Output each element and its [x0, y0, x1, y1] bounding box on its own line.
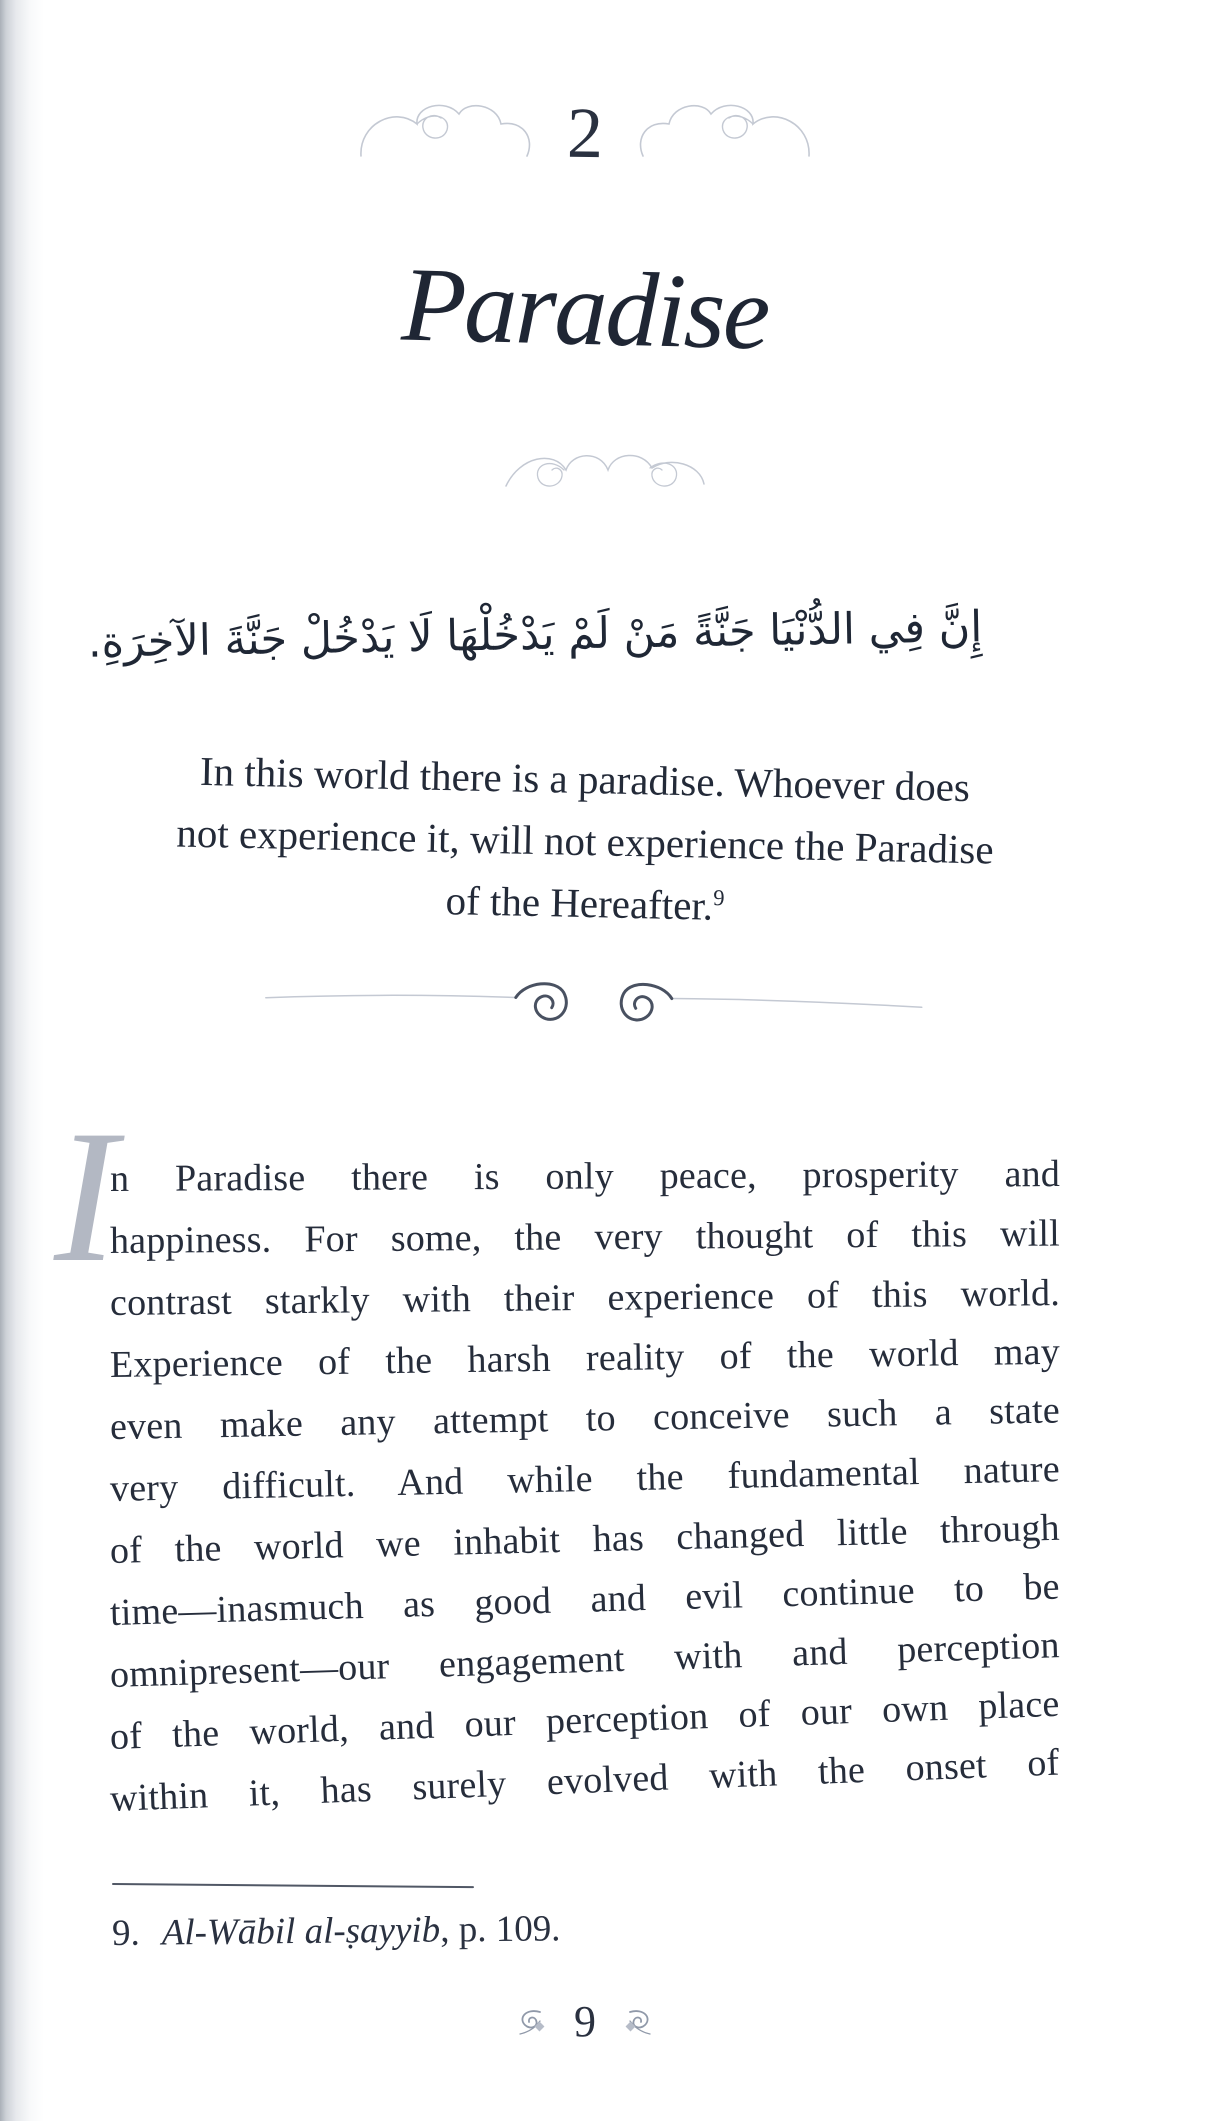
folio-ornament-left-icon: [516, 2006, 546, 2038]
chapter-ornament-left-icon: [351, 94, 541, 172]
drop-cap: I: [54, 1092, 118, 1302]
body-text: [54, 1092, 1061, 1830]
page-number: 9: [574, 1997, 596, 2046]
body-line: happiness. For some, the very thought of this will: [109, 1212, 1061, 1262]
footnote-source-title: Al-Wābil al-ṣayyib: [161, 1909, 441, 1954]
body-line: contrast starkly with their experience of this world.: [109, 1272, 1061, 1324]
body-line: of the world we inhabit has changed little through: [109, 1506, 1061, 1572]
chapter-title: Paradise: [400, 245, 770, 372]
page-footer: [110, 1997, 1060, 2046]
footnote: [112, 1898, 913, 1962]
body-line: Experience of the harsh reality of the world may: [109, 1330, 1061, 1386]
body-line: time—inasmuch as good and evil continue to be: [109, 1565, 1061, 1634]
page-edge-shadow: [0, 0, 44, 2121]
footnote-rule: [112, 1883, 474, 1889]
footnote-reference: 9: [712, 885, 725, 911]
translation-line: not experience it, will not experience the Paradise: [175, 809, 995, 873]
folio-ornament-right-icon: [624, 2006, 654, 2038]
title-ornament-icon: [500, 436, 714, 502]
section-divider-ornament-icon: [264, 968, 924, 1031]
footnote-number: 9.: [111, 1912, 140, 1954]
chapter-ornament-right-icon: [629, 94, 819, 172]
body-line: within it, has surely evolved with the onset of: [109, 1741, 1061, 1820]
body-line: very difficult. And while the fundamental nature: [109, 1448, 1061, 1510]
translation-line: In this world there is a paradise. Whoever does: [199, 747, 971, 811]
body-line: of the world, and our perception of our own place: [109, 1682, 1061, 1758]
body-line: n Paradise there is only peace, prosperity and: [109, 1153, 1061, 1200]
epigraph-translation: [110, 748, 1060, 934]
footnote-page-ref: , p. 109.: [439, 1908, 561, 1951]
arabic-epigraph: إِنَّ فِي الدُّنْيَا جَنَّةً مَنْ لَمْ يَدْخُلْهَا لَا يَدْخُلْ جَنَّةَ الآخِرَةِ.: [87, 602, 983, 668]
translation-line-text: of the Hereafter.: [445, 877, 714, 929]
chapter-number: 2: [566, 92, 604, 174]
body-line: even make any attempt to conceive such a state: [109, 1389, 1061, 1448]
body-line: omnipresent—our engagement with and perception: [109, 1624, 1061, 1696]
chapter-header: [110, 78, 1060, 188]
